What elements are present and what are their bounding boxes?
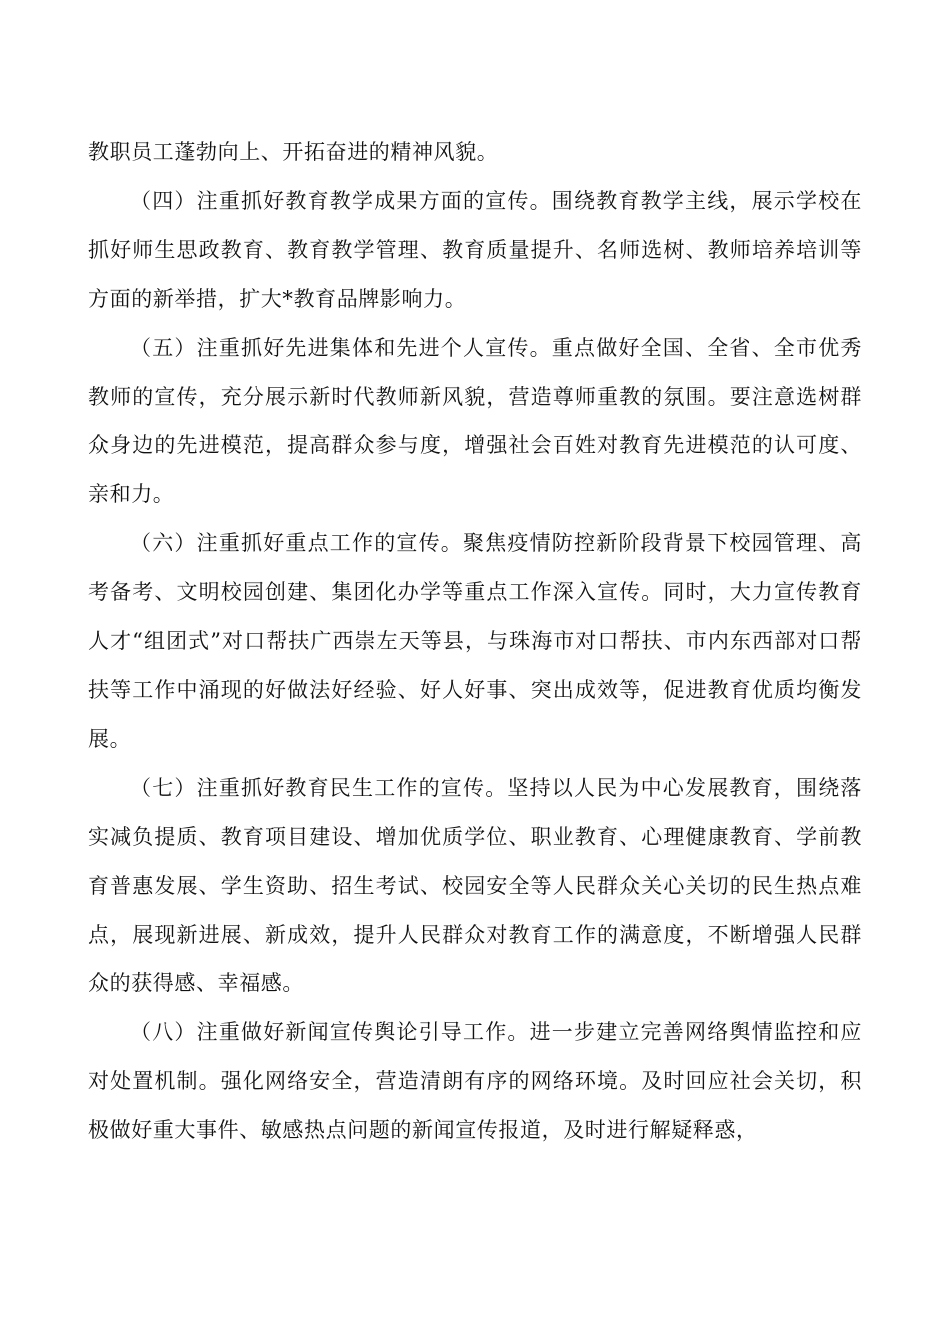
document-body (88, 128, 862, 1155)
paragraph-section-8: （八）注重做好新闻宣传舆论引导工作。进一步建立完善网络舆情监控和应对处置机制。强化网络安全，营造清朗有序的网络环境。及时回应社会关切，积极做好重大事件、敏感热点问题的新闻宣传报道，及时进行解疑释惑， (88, 1020, 862, 1143)
paragraph-section-6: （六）注重抓好重点工作的宣传。聚焦疫情防控新阶段背景下校园管理、高考备考、文明校园创建、集团化办学等重点工作深入宣传。同时，大力宣传教育人才“组团式”对口帮扶广西崇左天等县，与珠海市对口帮扶、市内东西部对口帮扶等工作中涌现的好做法好经验、好人好事、突出成效等，促进教育优质均衡发展。 (88, 531, 862, 751)
paragraph-section-4: （四）注重抓好教育教学成果方面的宣传。围绕教育教学主线，展示学校在抓好师生思政教育、教育教学管理、教育质量提升、名师选树、教师培养培训等方面的新举措，扩大*教育品牌影响力。 (88, 188, 862, 311)
paragraph-section-5: （五）注重抓好先进集体和先进个人宣传。重点做好全国、全省、全市优秀教师的宣传，充分展示新时代教师新风貌，营造尊师重教的氛围。要注意选树群众身边的先进模范，提高群众参与度，增强社会百姓对教育先进模范的认可度、亲和力。 (88, 335, 862, 507)
paragraph-continuation: 教职员工蓬勃向上、开拓奋进的精神风貌。 (88, 140, 499, 164)
paragraph-section-7: （七）注重抓好教育民生工作的宣传。坚持以人民为中心发展教育，围绕落实减负提质、教育项目建设、增加优质学位、职业教育、心理健康教育、学前教育普惠发展、学生资助、招生考试、校园安全等人民群众关心关切的民生热点难点，展现新进展、新成效，提升人民群众对教育工作的满意度，不断增强人民群众的获得感、幸福感。 (88, 775, 862, 996)
